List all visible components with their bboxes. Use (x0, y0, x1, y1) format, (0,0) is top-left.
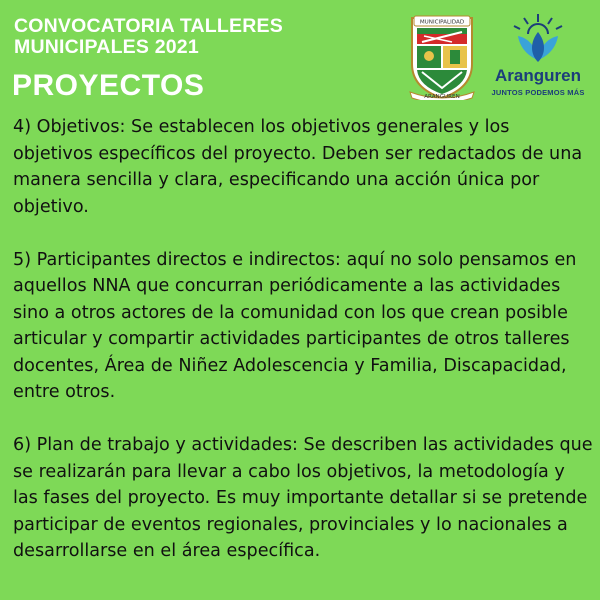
brand-name: Aranguren (495, 66, 581, 85)
municipal-crest-icon (408, 12, 476, 100)
content-body (13, 114, 593, 565)
crest-bottom-text: ARANGUREN (424, 94, 460, 100)
section-title: PROYECTOS (12, 69, 205, 102)
aranguren-leaf-logo-icon (506, 12, 570, 64)
header-title (14, 16, 283, 58)
header-title-line2: MUNICIPALES 2021 (14, 36, 199, 58)
header-title-line1: CONVOCATORIA TALLERES (14, 15, 283, 37)
paragraph-objetivos: 4) Objetivos: Se establecen los objetivos generales y los objetivos específicos del proyecto. Deben ser redactados de una manera sencilla y clara, especificando una acción única por objetivo. (13, 117, 583, 217)
brand-slogan: JUNTOS PODEMOS MÁS (491, 88, 585, 97)
aranguren-brand (486, 12, 590, 112)
crest-top-text: MUNICIPALIDAD (419, 19, 465, 26)
paragraph-plan-de-trabajo: 6) Plan de trabajo y actividades: Se describen las actividades que se realizarán para llevar a cabo los objetivos, la metodología y las fases del proyecto. Es muy importante detallar si se pretende participar de eventos regionales, provinciales y lo nacionales a desarrollarse en el área específica. (13, 435, 593, 561)
paragraph-participantes: 5) Participantes directos e indirectos: aquí no solo pensamos en aquellos NNA que concurran periódicamente a las actividades sino a otros actores de la comunidad con los que crean posible articular y compartir actividades participantes de otros talleres docentes, Área de Niñez Adolescencia y Familia, Discapacidad, entre otros. (13, 249, 577, 402)
